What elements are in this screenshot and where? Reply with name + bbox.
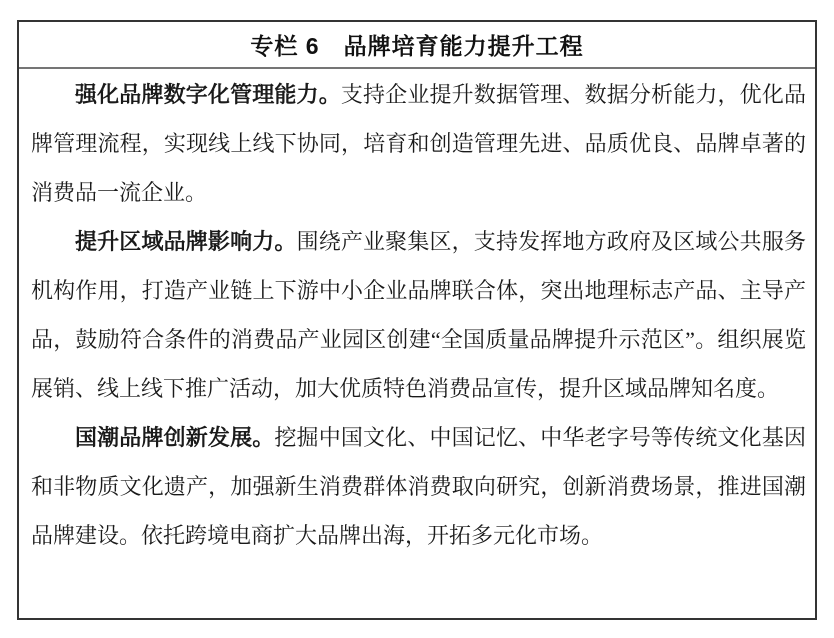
paragraph-digital-brand-management bbox=[31, 70, 806, 217]
paragraph-lead: 强化品牌数字化管理能力。 bbox=[75, 82, 341, 107]
panel-body bbox=[19, 69, 815, 560]
highlight-box bbox=[17, 20, 817, 620]
panel-title: 专栏 6 品牌培育能力提升工程 bbox=[19, 22, 815, 69]
paragraph-text: 支持企业提升数据管理、数据分析能力，优化品牌管理流程，实现线上线下协同，培育和创造管理先进、品质优良、品牌卓著的消费品一流企业。 bbox=[31, 82, 806, 205]
paragraph-guochao-brand-innovation bbox=[31, 413, 806, 560]
paragraph-lead: 国潮品牌创新发展。 bbox=[75, 425, 275, 450]
paragraph-text: 挖掘中国文化、中国记忆、中华老字号等传统文化基因和非物质文化遗产，加强新生消费群体消费取向研究，创新消费场景，推进国潮品牌建设。依托跨境电商扩大品牌出海，开拓多元化市场。 bbox=[31, 425, 806, 548]
paragraph-lead: 提升区域品牌影响力。 bbox=[75, 229, 297, 254]
paragraph-text: 围绕产业聚集区，支持发挥地方政府及区域公共服务机构作用，打造产业链上下游中小企业品牌联合体，突出地理标志产品、主导产品，鼓励符合条件的消费品产业园区创建“全国质量品牌提升示范区”。组织展览展销、线上线下推广活动，加大优质特色消费品宣传，提升区域品牌知名度。 bbox=[31, 229, 806, 401]
paragraph-regional-brand-influence bbox=[31, 217, 806, 413]
